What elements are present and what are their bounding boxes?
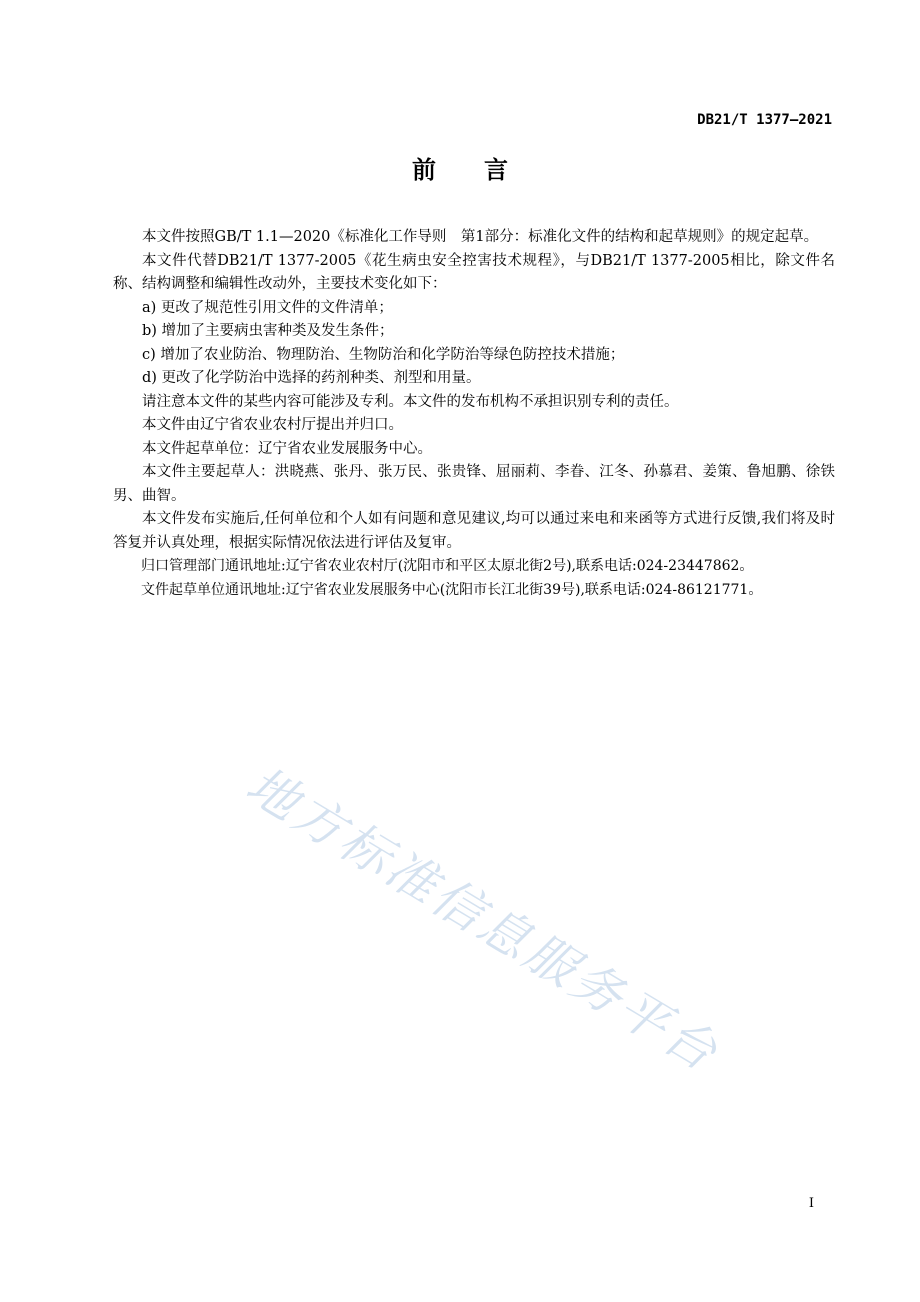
- paragraph-proposer: 本文件由辽宁省农业农村厅提出并归口。: [142, 417, 403, 433]
- paragraph-patent-notice: 请注意本文件的某些内容可能涉及专利。本文件的发布机构不承担识别专利的责任。: [142, 393, 679, 410]
- page-number: I: [808, 1196, 814, 1211]
- document-code: DB21/T 1377—2021: [697, 112, 832, 128]
- paragraph-drafting-unit: 本文件起草单位：辽宁省农业发展服务中心。: [142, 440, 432, 457]
- change-item-b: b) 增加了主要病虫害种类及发生条件；: [142, 323, 394, 339]
- paragraph-drafters: 本文件主要起草人：洪晓燕、张丹、张万民、张贵锋、屈丽莉、李眷、江冬、孙慕君、姜策、鲁旭鹏、徐铁男、曲智。: [113, 464, 835, 504]
- change-item-d: d) 更改了化学防治中选择的药剂种类、剂型和用量。: [142, 370, 481, 386]
- change-item-c: c) 增加了农业防治、物理防治、生物防治和化学防治等绿色防控技术措施；: [142, 346, 625, 363]
- watermark: 地方标准信息服务平台: [236, 755, 730, 1084]
- contact-management-dept: 归口管理部门通讯地址:辽宁省农业农村厅(沈阳市和平区太原北街2号),联系电话:024-23447862。: [141, 558, 754, 574]
- change-item-a: a) 更改了规范性引用文件的文件清单；: [142, 299, 393, 316]
- page-title: 前言: [412, 155, 556, 184]
- foreword-body: [113, 226, 835, 602]
- paragraph-feedback: 本文件发布实施后,任何单位和个人如有问题和意见建议,均可以通过来电和来函等方式进行反馈,我们将及时答复并认真处理，根据实际情况依法进行评估及复审。: [113, 511, 835, 551]
- contact-drafting-unit: 文件起草单位通讯地址:辽宁省农业发展服务中心(沈阳市长江北街39号),联系电话:024-86121771。: [141, 581, 763, 598]
- paragraph-replacement: 本文件代替DB21/T 1377-2005《花生病虫安全控害技术规程》，与DB21/T 1377-2005相比，除文件名称、结构调整和编辑性改动外，主要技术变化如下：: [113, 252, 835, 292]
- paragraph-drafting-basis: 本文件按照GB/T 1.1—2020《标准化工作导则 第1部分：标准化文件的结构和起草规则》的规定起草。: [142, 229, 819, 245]
